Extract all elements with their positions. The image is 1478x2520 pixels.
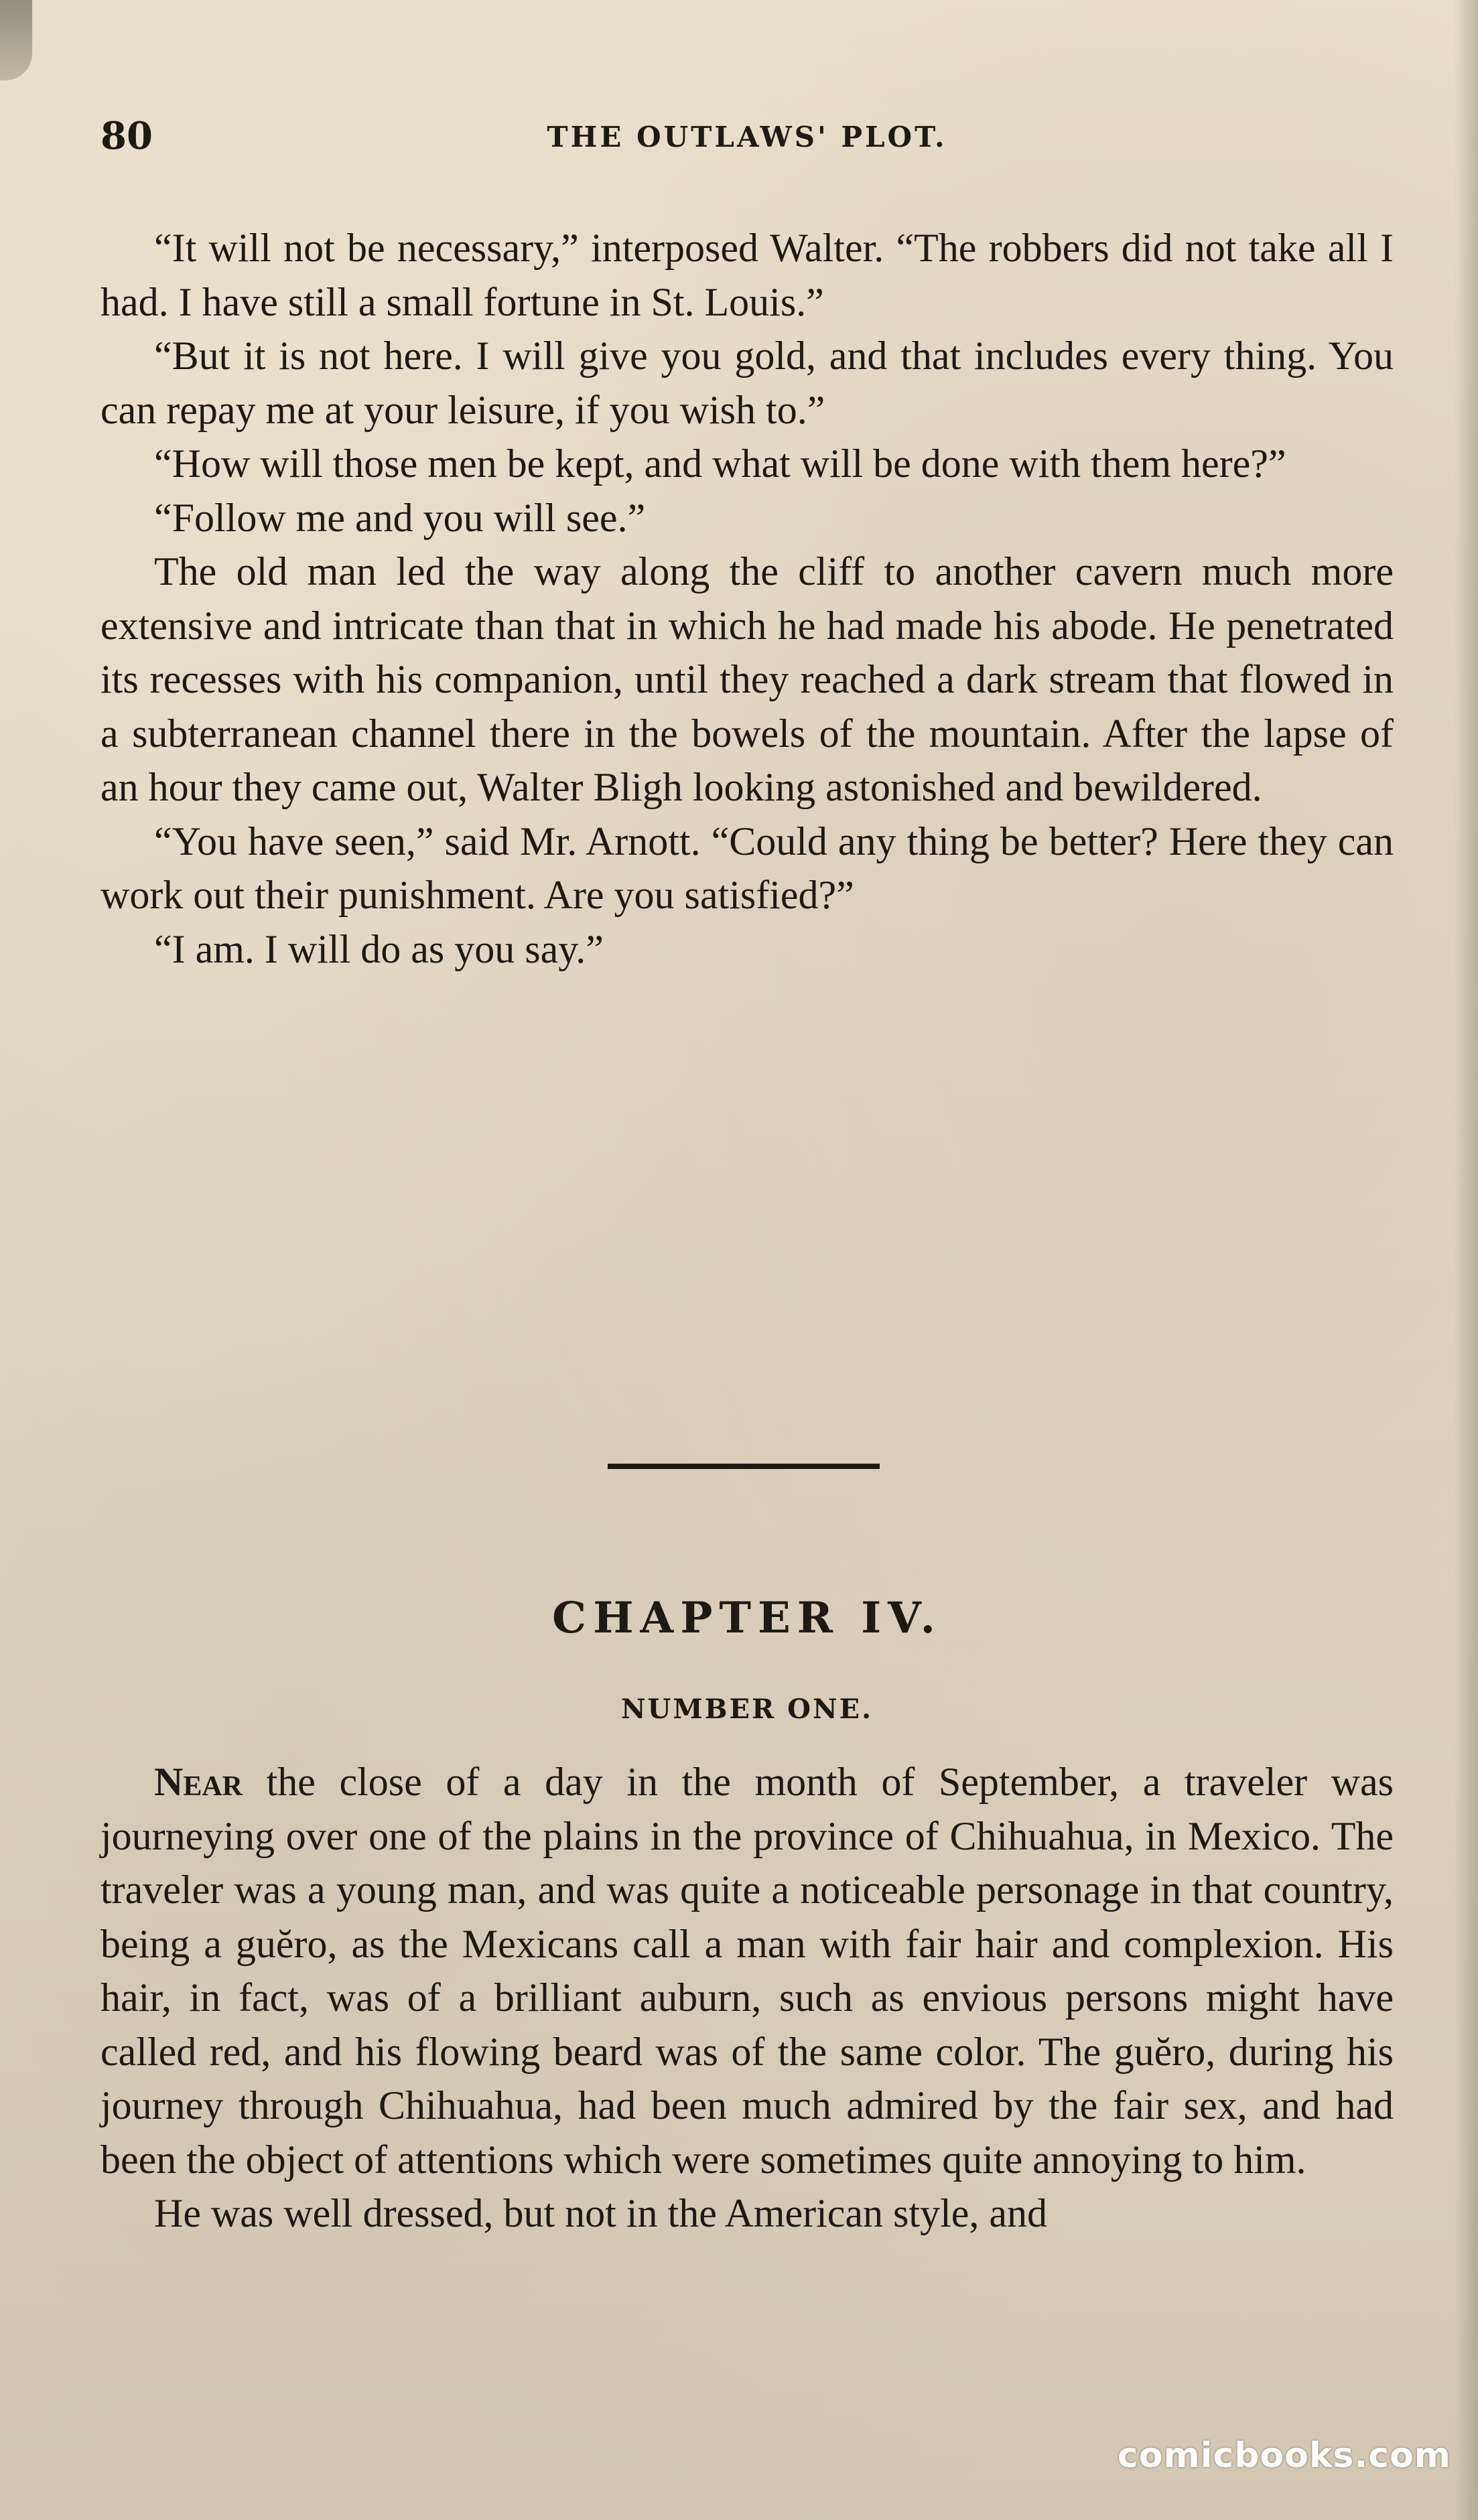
paragraph-text: the close of a day in the month of September, a traveler was journeying over one of the plains in the province of Chihuahua, in Mexico. The traveler was a young man, and was quite a noticeable personage in that country, being a guĕro, as the Mexicans call a man with fair hair and complexion. His hair, in fact, was of a brilliant auburn, such as envious persons might have called red, and his flowing beard was of the same color. The guĕro, during his journey through Chihuahua, had been much admired by the fair sex, and had been the object of attentions which were sometimes quite annoying to him. [100, 1760, 1394, 2182]
paragraph: He was well dressed, but not in the American style, and [154, 2191, 1048, 2235]
text-block-before-chapter [100, 221, 1394, 976]
page-edge-shadow [1454, 0, 1478, 2520]
paragraph: “Follow me and you will see.” [154, 495, 646, 540]
text-block-chapter [100, 1755, 1394, 2241]
paragraph: “You have seen,” said Mr. Arnott. “Could any thing be better? Here they can work out their punishment. Are you satisfied?” [100, 819, 1394, 917]
paragraph: The old man led the way along the cliff to another cavern much more extensive and intricate than that in which he had made his abode. He penetrated its recesses with his companion, until they reached a dark stream that flowed in a subterranean channel there in the bowels of the mountain. After the lapse of an hour they came out, Walter Bligh looking astonished and bewildered. [100, 549, 1394, 809]
torn-corner [0, 0, 32, 80]
chapter-title: CHAPTER IV. [552, 1593, 942, 1643]
section-divider-rule [608, 1464, 880, 1469]
running-head: THE OUTLAWS' PLOT. [547, 121, 947, 153]
paragraph: “But it is not here. I will give you gold, and that includes every thing. You can repay me at your leisure, if you wish to.” [100, 334, 1394, 432]
paragraph: “It will not be necessary,” interposed Walter. “The robbers did not take all I had. I have still a small fortune in St. Louis.” [100, 226, 1394, 324]
paragraph [100, 1755, 1394, 2186]
chapter-subtitle: NUMBER ONE. [620, 1693, 873, 1725]
watermark: comicbooks.com [1117, 2436, 1451, 2476]
page-number: 80 [100, 114, 153, 158]
opening-word: Near [154, 1760, 243, 1804]
page-header [100, 114, 1394, 167]
paragraph: “I am. I will do as you say.” [154, 926, 604, 971]
paragraph: “How will those men be kept, and what will be done with them here?” [154, 441, 1286, 486]
